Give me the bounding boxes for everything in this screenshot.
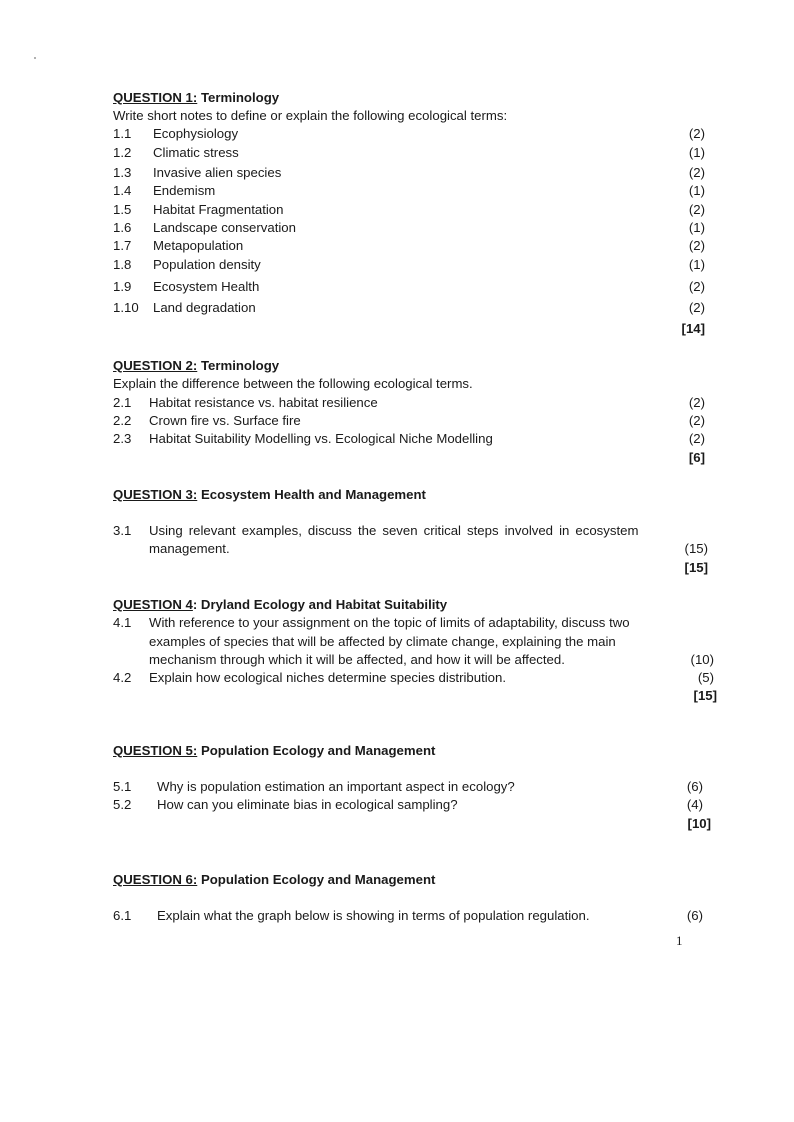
question-total: [14]	[681, 321, 705, 336]
item-number: 2.3	[113, 431, 132, 446]
item-text: Habitat resistance vs. habitat resilience	[149, 395, 378, 410]
item-text: Habitat Fragmentation	[153, 202, 284, 217]
item-text: Metapopulation	[153, 238, 244, 253]
question-label: QUESTION 1:	[113, 90, 198, 105]
item-number: 1.4	[113, 183, 132, 198]
item-marks: (2)	[688, 165, 705, 180]
question-title: : Dryland Ecology and Habitat Suitability	[192, 597, 448, 612]
item-number: 5.2	[113, 797, 132, 812]
item-marks: (2)	[688, 202, 705, 217]
question-heading	[113, 743, 435, 759]
item-number: 1.3	[113, 165, 132, 180]
item-number: 1.5	[113, 202, 132, 217]
item-number: 4.2	[113, 670, 132, 685]
item-text: Ecophysiology	[153, 126, 239, 141]
question-title: Population Ecology and Management	[200, 743, 436, 758]
item-marks: (2)	[688, 395, 705, 410]
item-number: 2.2	[113, 413, 132, 428]
item-text: management.	[149, 541, 230, 556]
page-number: 1	[676, 933, 683, 948]
question-total: [10]	[687, 816, 711, 831]
question-total: [15]	[684, 560, 708, 575]
question-heading	[113, 358, 279, 374]
question-label: QUESTION 2:	[113, 358, 198, 373]
question-title: Ecosystem Health and Management	[200, 487, 426, 502]
item-text: Land degradation	[153, 300, 256, 315]
question-total: [15]	[693, 688, 717, 703]
question-label: QUESTION 6:	[113, 872, 198, 887]
item-marks: (2)	[688, 279, 705, 294]
item-marks: (2)	[688, 238, 705, 253]
item-text: Habitat Suitability Modelling vs. Ecological Niche Modelling	[149, 431, 493, 446]
item-marks: (2)	[688, 300, 705, 315]
item-number: 1.7	[113, 238, 132, 253]
item-text: Explain what the graph below is showing in terms of population regulation.	[157, 908, 590, 923]
item-marks: (1)	[688, 220, 705, 235]
item-marks: (1)	[688, 145, 705, 160]
item-text: Crown fire vs. Surface fire	[149, 413, 301, 428]
item-text: Why is population estimation an important aspect in ecology?	[157, 779, 515, 794]
question-heading	[113, 487, 426, 503]
item-text: mechanism through which it will be affected, and how it will be affected.	[149, 652, 565, 667]
item-number: 2.1	[113, 395, 132, 410]
item-text: examples of species that will be affected by climate change, explaining the main	[149, 634, 616, 649]
question-heading	[113, 90, 279, 106]
question-label: QUESTION 5:	[113, 743, 198, 758]
item-number: 3.1	[113, 523, 132, 538]
item-number: 1.9	[113, 279, 132, 294]
question-label: QUESTION 4	[113, 597, 193, 612]
item-marks: (2)	[688, 431, 705, 446]
item-number: 1.2	[113, 145, 132, 160]
scan-speck	[34, 57, 36, 59]
item-number: 6.1	[113, 908, 132, 923]
question-title: Terminology	[200, 358, 280, 373]
item-marks: (15)	[684, 541, 708, 556]
item-number: 4.1	[113, 615, 132, 630]
item-text: How can you eliminate bias in ecological sampling?	[157, 797, 458, 812]
item-marks: (2)	[688, 413, 705, 428]
item-marks: (4)	[686, 797, 703, 812]
item-marks: (2)	[688, 126, 705, 141]
item-number: 1.8	[113, 257, 132, 272]
item-number: 1.6	[113, 220, 132, 235]
item-marks: (5)	[697, 670, 714, 685]
item-text: Population density	[153, 257, 261, 272]
item-marks: (1)	[688, 183, 705, 198]
item-text: With reference to your assignment on the topic of limits of adaptability, discuss two	[149, 615, 630, 630]
item-marks: (6)	[686, 908, 703, 923]
question-intro: Explain the difference between the following ecological terms.	[113, 376, 473, 391]
item-text: Climatic stress	[153, 145, 239, 160]
item-marks: (10)	[690, 652, 714, 667]
question-label: QUESTION 3:	[113, 487, 198, 502]
question-intro: Write short notes to define or explain the following ecological terms:	[113, 108, 508, 123]
item-number: 1.1	[113, 126, 132, 141]
item-number: 1.10	[113, 300, 139, 315]
item-marks: (6)	[686, 779, 703, 794]
item-text: Endemism	[153, 183, 216, 198]
item-text: Using relevant examples, discuss the seven critical steps involved in ecosystem	[149, 523, 639, 538]
item-marks: (1)	[688, 257, 705, 272]
question-heading	[113, 872, 435, 888]
item-text: Ecosystem Health	[153, 279, 260, 294]
question-heading	[113, 597, 447, 613]
item-text: Explain how ecological niches determine species distribution.	[149, 670, 506, 685]
item-text: Landscape conservation	[153, 220, 296, 235]
item-text: Invasive alien species	[153, 165, 282, 180]
item-number: 5.1	[113, 779, 132, 794]
question-title: Terminology	[200, 90, 280, 105]
question-total: [6]	[688, 450, 705, 465]
question-title: Population Ecology and Management	[200, 872, 436, 887]
